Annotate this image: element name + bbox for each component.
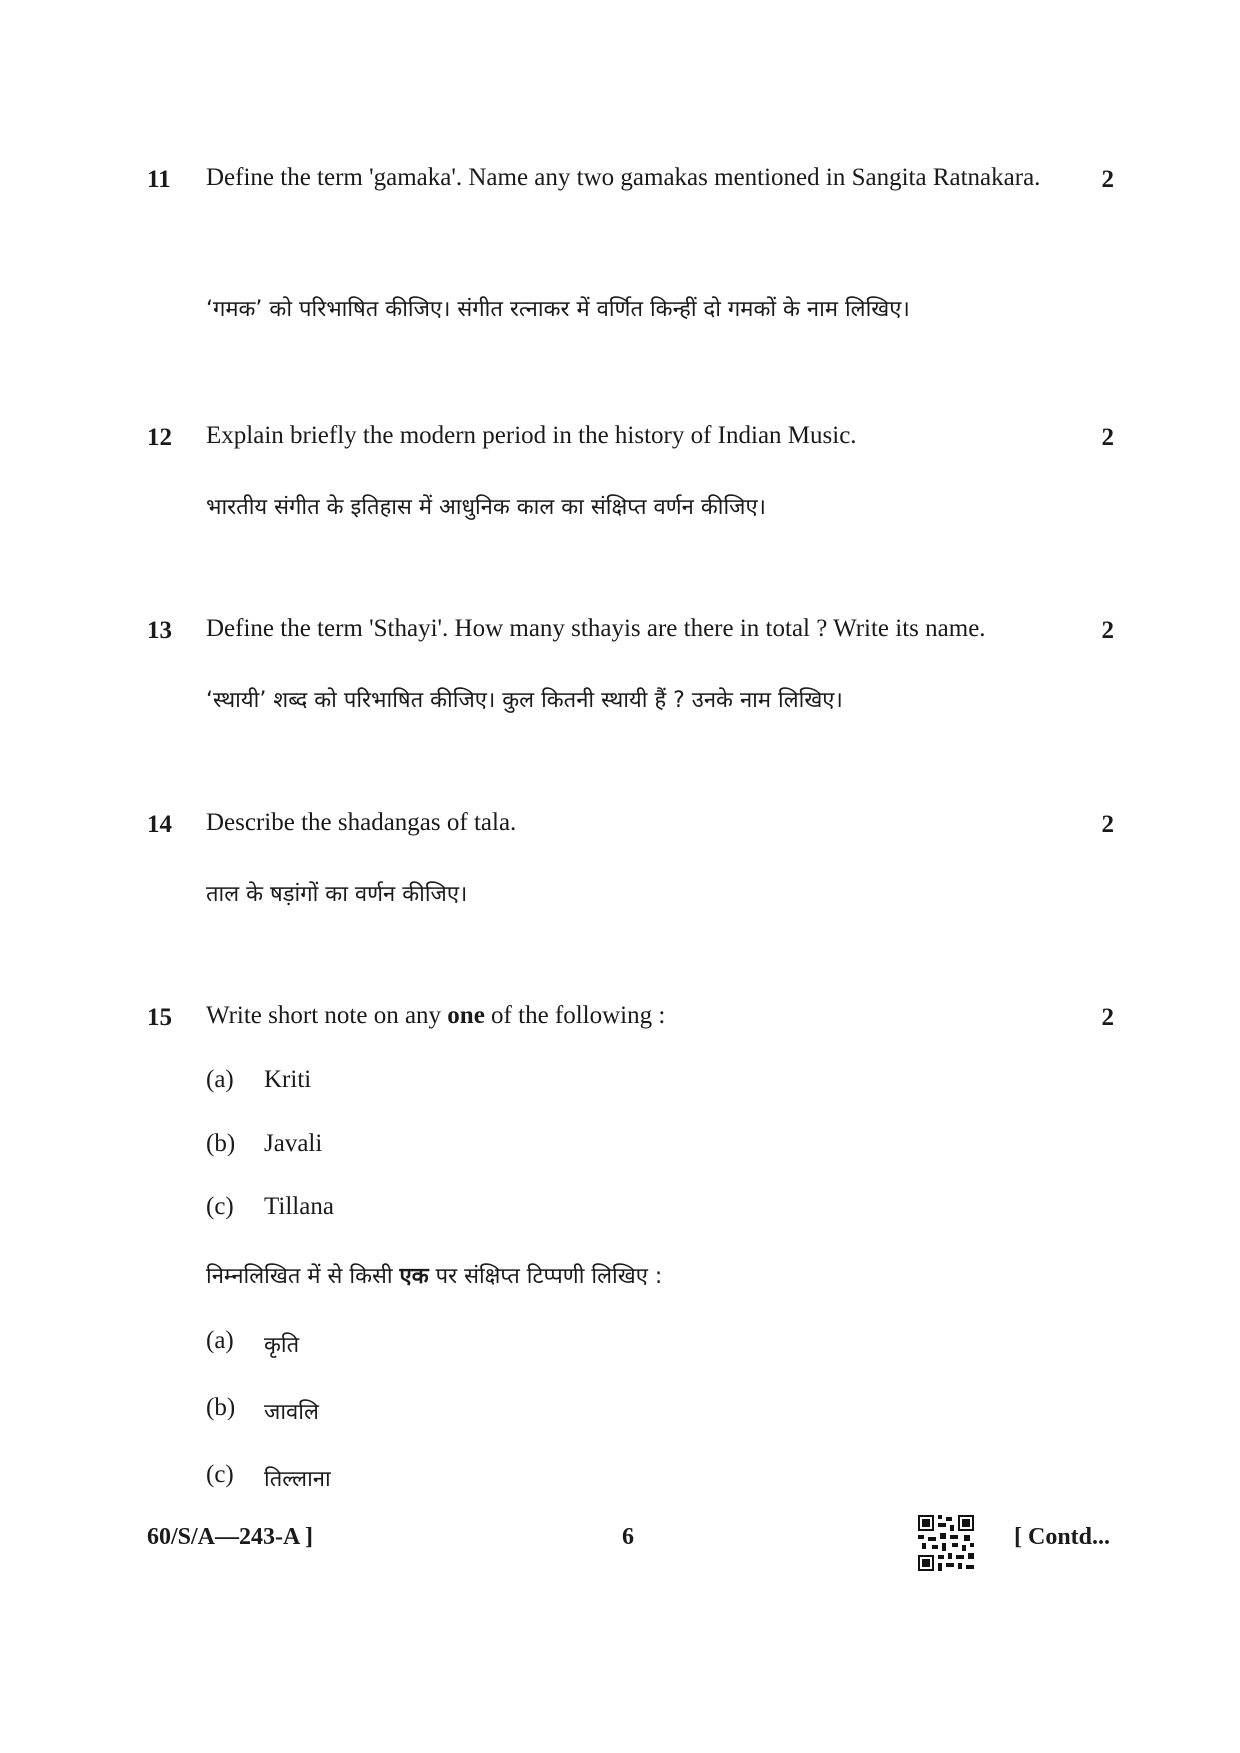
option-text: Tillana — [264, 1193, 334, 1220]
question-text-english: Define the term 'gamaka'. Name any two gamakas mentioned in Sangita Ratnakara. — [206, 164, 1041, 191]
question-text-hindi — [206, 1260, 1106, 1290]
emphasis-text: एक — [399, 1264, 429, 1289]
question-marks: 2 — [1101, 166, 1114, 193]
option-text: Kriti — [264, 1066, 312, 1093]
option-label: (a) — [206, 1327, 234, 1354]
question-marks: 2 — [1101, 617, 1114, 644]
option-label: (c) — [206, 1193, 234, 1220]
question-number: 13 — [147, 617, 172, 644]
question-number: 15 — [147, 1004, 172, 1031]
question-text-english: Describe the shadangas of tala. — [206, 809, 517, 836]
question-marks: 2 — [1101, 424, 1114, 451]
text-segment: Write short note on any — [206, 1002, 448, 1029]
option-text: Javali — [264, 1130, 323, 1157]
question-text-hindi: ताल के षड़ांगों का वर्णन कीजिए। — [206, 882, 468, 907]
question-number: 11 — [147, 166, 171, 193]
question-text-english: Define the term 'Sthayi'. How many sthayis are there in total ? Write its name. — [206, 615, 986, 642]
option-text-hindi: तिल्लाना — [264, 1467, 331, 1492]
option-label: (c) — [206, 1461, 234, 1488]
emphasis-text: one — [447, 1002, 485, 1029]
text-segment: पर संक्षिप्त टिप्पणी लिखिए : — [428, 1264, 663, 1289]
option-label: (b) — [206, 1130, 236, 1157]
text-segment: of the following : — [484, 1002, 666, 1029]
question-text-hindi: ‘गमक’ को परिभाषित कीजिए। संगीत रत्नाकर में वर्णित किन्हीं दो गमकों के नाम लिखिए। — [206, 297, 910, 322]
text-segment: निम्नलिखित में से किसी — [206, 1264, 400, 1289]
question-marks: 2 — [1101, 811, 1114, 838]
paper-code: 60/S/A—243-A ] — [147, 1524, 314, 1550]
option-label: (a) — [206, 1066, 234, 1093]
question-text-english — [206, 994, 1066, 1038]
question-text-hindi: ‘स्थायी’ शब्द को परिभाषित कीजिए। कुल कितनी स्थायी हैं ? उनके नाम लिखिए। — [206, 688, 843, 713]
question-number: 12 — [147, 424, 172, 451]
question-marks: 2 — [1101, 1004, 1114, 1031]
option-label: (b) — [206, 1394, 236, 1421]
contd-label: [ Contd... — [1014, 1524, 1111, 1550]
page-number: 6 — [622, 1524, 634, 1550]
question-number: 14 — [147, 811, 172, 838]
qr-code-icon — [918, 1515, 974, 1571]
question-text-english: Explain briefly the modern period in the history of Indian Music. — [206, 422, 857, 449]
question-text-hindi: भारतीय संगीत के इतिहास में आधुनिक काल का संक्षिप्त वर्णन कीजिए। — [206, 495, 766, 520]
option-text-hindi: जावलि — [264, 1400, 319, 1425]
option-text-hindi: कृति — [264, 1333, 300, 1358]
